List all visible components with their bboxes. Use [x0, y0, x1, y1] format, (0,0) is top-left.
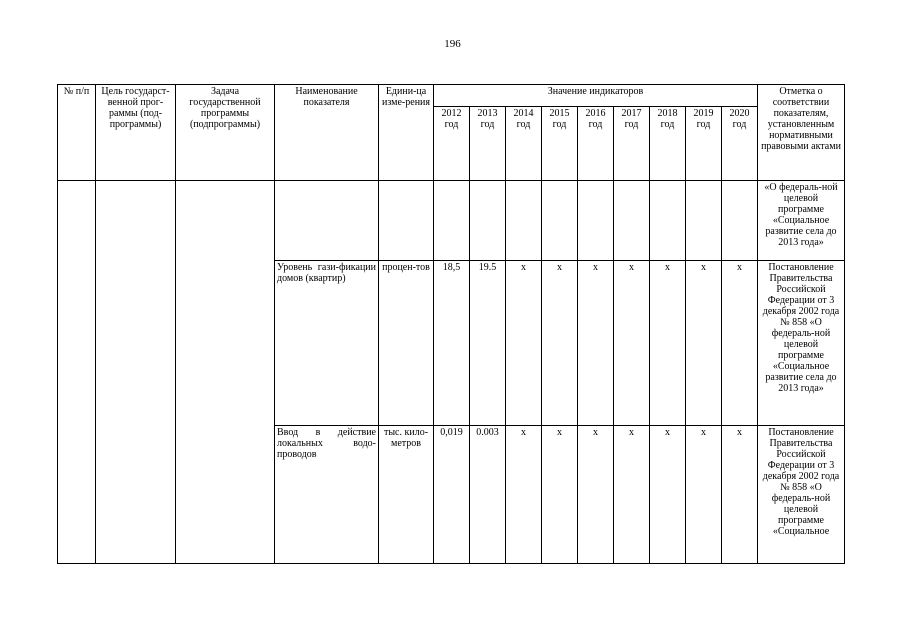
unit-cell: процен-тов [379, 261, 434, 426]
value-cell: 18,5 [434, 261, 470, 426]
value-cell: х [542, 261, 578, 426]
value-cell: 0,019 [434, 426, 470, 564]
task-cell [176, 181, 275, 564]
page-number: 196 [444, 38, 461, 50]
compliance-cell: Постановление Правительства Российской Федерации от 3 декабря 2002 года № 858 «О федераль-ной целевой программе «Социальное развитие села до 2013 года» [758, 261, 845, 426]
value-cell: 19.5 [470, 261, 506, 426]
num-cell [58, 181, 96, 564]
indicators-table [57, 84, 845, 564]
value-cell: х [614, 426, 650, 564]
unit-cell: тыс. кило-метров [379, 426, 434, 564]
value-cell: х [686, 261, 722, 426]
year-header: 2016 год [578, 107, 614, 181]
value-cell: х [506, 261, 542, 426]
year-header: 2015 год [542, 107, 578, 181]
value-cell [542, 181, 578, 261]
year-header: 2014 год [506, 107, 542, 181]
unit-cell [379, 181, 434, 261]
value-cell: х [578, 426, 614, 564]
value-cell [686, 181, 722, 261]
header-indicator-name: Наименование показателя [275, 85, 379, 181]
value-cell: х [542, 426, 578, 564]
header-unit: Едини-ца изме-рения [379, 85, 434, 181]
indicator-name-cell: Ввод в действие локальных водо-проводов [275, 426, 379, 564]
year-header: 2017 год [614, 107, 650, 181]
header-task: Задача государственной программы (подпрограммы) [176, 85, 275, 181]
value-cell: х [686, 426, 722, 564]
value-cell: 0.003 [470, 426, 506, 564]
value-cell [722, 181, 758, 261]
value-cell [470, 181, 506, 261]
year-header: 2013 год [470, 107, 506, 181]
year-header: 2019 год [686, 107, 722, 181]
value-cell: х [578, 261, 614, 426]
value-cell [614, 181, 650, 261]
value-cell [650, 181, 686, 261]
value-cell [578, 181, 614, 261]
value-cell [506, 181, 542, 261]
compliance-cell: «О федераль-ной целевой программе «Социальное развитие села до 2013 года» [758, 181, 845, 261]
indicator-name-cell: Уровень гази-фикации домов (квартир) [275, 261, 379, 426]
value-cell: х [650, 261, 686, 426]
header-compliance: Отметка о соответствии показателям, установленным нормативными правовыми актами [758, 85, 845, 181]
value-cell [434, 181, 470, 261]
year-header: 2018 год [650, 107, 686, 181]
value-cell: х [650, 426, 686, 564]
header-values-group: Значение индикаторов [434, 85, 758, 107]
value-cell: х [506, 426, 542, 564]
indicator-name-cell [275, 181, 379, 261]
table-row [58, 181, 845, 261]
value-cell: х [722, 261, 758, 426]
year-header: 2012 год [434, 107, 470, 181]
value-cell: х [722, 426, 758, 564]
header-num: № п/п [58, 85, 96, 181]
header-goal: Цель государст-венной прог-раммы (под-программы) [96, 85, 176, 181]
value-cell: х [614, 261, 650, 426]
year-header: 2020 год [722, 107, 758, 181]
goal-cell [96, 181, 176, 564]
compliance-cell: Постановление Правительства Российской Федерации от 3 декабря 2002 года № 858 «О федераль-ной целевой программе «Социальное [758, 426, 845, 564]
